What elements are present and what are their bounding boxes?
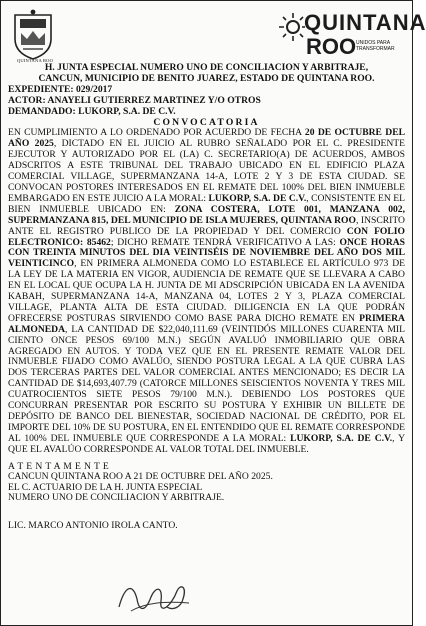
emphasized-text: CON FOLIO ELECTRONICO: 85462 (8, 225, 405, 248)
paragraph-text: , EN PRIMERA ALMONEDA COMO LO ESTABLECE EL ARTÍCULO 973 DE LA LEY DE LA MATERIA EN VIGOR, AUDIENCIA DE REMATE QUE SE LLEVARA A CABO EN EL LOCAL QUE OCUPA LA H. JUNTA DE MI ADSCRIPCIÓN UBICADA EN LA AVENIDA KABAH, SUPERMANZANA 14-A, MANZANA 04, LOTES 2 Y 3, PLAZA COMERCIAL VILLAGE, PLANTA ALTA DE ESTA CIUDAD. DILIGENCIA EN LA QUE PODRÁN OFRECERSE POSTURAS SIRVIENDO COMO BASE PARA DICHO REMATE EN (8, 258, 405, 324)
page-header (1, 1, 426, 63)
notice-body (8, 63, 405, 531)
notice-title: CONVOCATORIA (153, 116, 260, 128)
paragraph-text: , CONSISTENTE EN EL BIEN INMUEBLE UBICADO EN: (8, 192, 405, 215)
paragraph-text: EN CUMPLIMIENTO A LO ORDENADO POR ACUERDO DE FECHA (8, 127, 305, 139)
logo-line-2: ROO (306, 34, 357, 59)
state-seal-icon (11, 9, 55, 61)
paragraph-text: ; DICHO REMATE TENDRÁ VERIFICATIVO A LAS: (110, 236, 340, 248)
court-heading-line: CANCUN, MUNICIPIO DE BENITO JUAREZ, ESTADO DE QUINTANA ROO. (38, 72, 375, 84)
notice-paragraph (8, 128, 405, 455)
signer-title-line: NUMERO UNO DE CONCILIACION Y ARBITRAJE. (8, 492, 225, 504)
paragraph-text: , Y QUE EL AVALÚO CORRESPONDE AL VALOR TOTAL DEL INMUEBLE. (8, 432, 405, 455)
quintana-roo-logo (278, 10, 426, 60)
paragraph-text: , INSCRITO ANTE EL REGISTRO PUBLICO DE LA PROPIEDAD Y DEL COMERCIO (8, 214, 405, 237)
logo-tagline: UNIDOS PARA TRANSFORMAR (356, 40, 395, 52)
place-date-line: CANCUN QUINTANA ROO A 21 DE OCTUBRE DEL AÑO 2025. (8, 471, 273, 483)
signer-title-line: EL C. ACTUARIO DE LA H. JUNTA ESPECIAL (8, 481, 203, 493)
signature-block (8, 462, 405, 532)
logo-line-1: QUINTANA (304, 10, 426, 35)
emphasized-text: LUKORP, S.A. DE C.V. (290, 432, 393, 444)
paragraph-text: , LA CANTIDAD DE $22,040,111.69 (VEINTIDÓS MILLONES CUARENTA MIL CIENTO ONCE PESOS 69/100 M.N.) SEGÚN AVALUÓ INMOBILIARIO QUE OBRA AGREGADO EN AUTOS. Y TODA VEZ QUE EN EL PRESENTE REMATE VALOR DEL INMUEBLE FIJADO COMO AVALÚO, SIENDO POSTURA LEGAL A LA QUE CUBRA LAS DOS TERCERAS PARTES DEL VALOR COMERCIAL ANTES MENCIONADO; ES DECIR LA CANTIDAD DE $14,693,407.79 (CATORCE MILLONES SEISCIENTOS NOVENTA Y TRES MIL CUATROCIENTOS SIETE PESOS 79/100 M.N.). DEBIENDO LOS POSTORES QUE CONCURRAN PRESENTAR POR ESCRITO SU POSTURA Y EXHIBIR UN BILLETE DE DEPÓSITO DE BANCO DEL BIENESTAR, SOCIEDAD NACIONAL DE CRÉDITO, POR EL IMPORTE DEL 10% DE SU POSTURA, EN EL ENTENDIDO QUE EL REMATE CORRESPONDE AL 100% DEL INMUEBLE QUE CORRESPONDE A LA MORAL: (8, 323, 405, 444)
emphasized-text: ZONA COSTERA, LOTE 001, MANZANA 002, SUPERMANZANA 815, DEL MUNICIPIO DE ISLA MUJERES, QUINTANA ROO (8, 203, 405, 226)
sun-emblem-icon (278, 12, 306, 42)
emphasized-text: PRIMERA ALMONEDA (8, 312, 405, 335)
handwritten-signature-icon (111, 577, 196, 619)
defendant-line: DEMANDADO: LUKORP, S.A. DE C.V. (8, 105, 176, 117)
paragraph-text: , DICTADO EN EL JUICIO AL RUBRO SEÑALADO POR EL C. PRESIDENTE EJECUTOR Y AUTORIZADO POR EL (LA) C. SECRETARIO(A) DE ACUERDOS, AMBOS ADSCRITOS A ESTE TRIBUNAL DEL TRABAJO UBICADO EN EL EDIFICIO PLAZA COMERCIAL VILLAGE, SUPERMANZANA 14-A, LOTE 2 Y 3 DE ESTA CIUDAD. SE CONVOCAN POSTORES INTERESADOS EN EL REMATE DEL 100% DEL BIEN INMUEBLE EMBARGADO EN ESTE JUICIO A LA MORAL: (8, 138, 405, 204)
emphasized-text: LUKORP, S.A. DE C.V. (208, 192, 307, 204)
closing-line: A T E N T A M E N T E (8, 460, 110, 472)
court-heading-line: H. JUNTA ESPECIAL NUMERO UNO DE CONCILIACION Y ARBITRAJE, (44, 62, 369, 73)
plaintiff-line: ACTOR: ANAYELI GUTIERREZ MARTINEZ Y/O OTROS (8, 94, 261, 106)
emphasized-text: 20 DE OCTUBRE DEL AÑO 2025 (8, 127, 405, 150)
emphasized-text: ONCE HORAS CON TREINTA MINUTOS DEL DIA VEINTISÉIS DE NOVIEMBRE DEL AÑO DOS MIL VEINTICINCO (8, 236, 406, 270)
case-number: EXPEDIENTE: 029/2017 (8, 83, 113, 95)
seal-caption: QUINTANA ROO (16, 58, 54, 63)
signer-name: LIC. MARCO ANTONIO IROLA CANTO. (8, 519, 178, 531)
